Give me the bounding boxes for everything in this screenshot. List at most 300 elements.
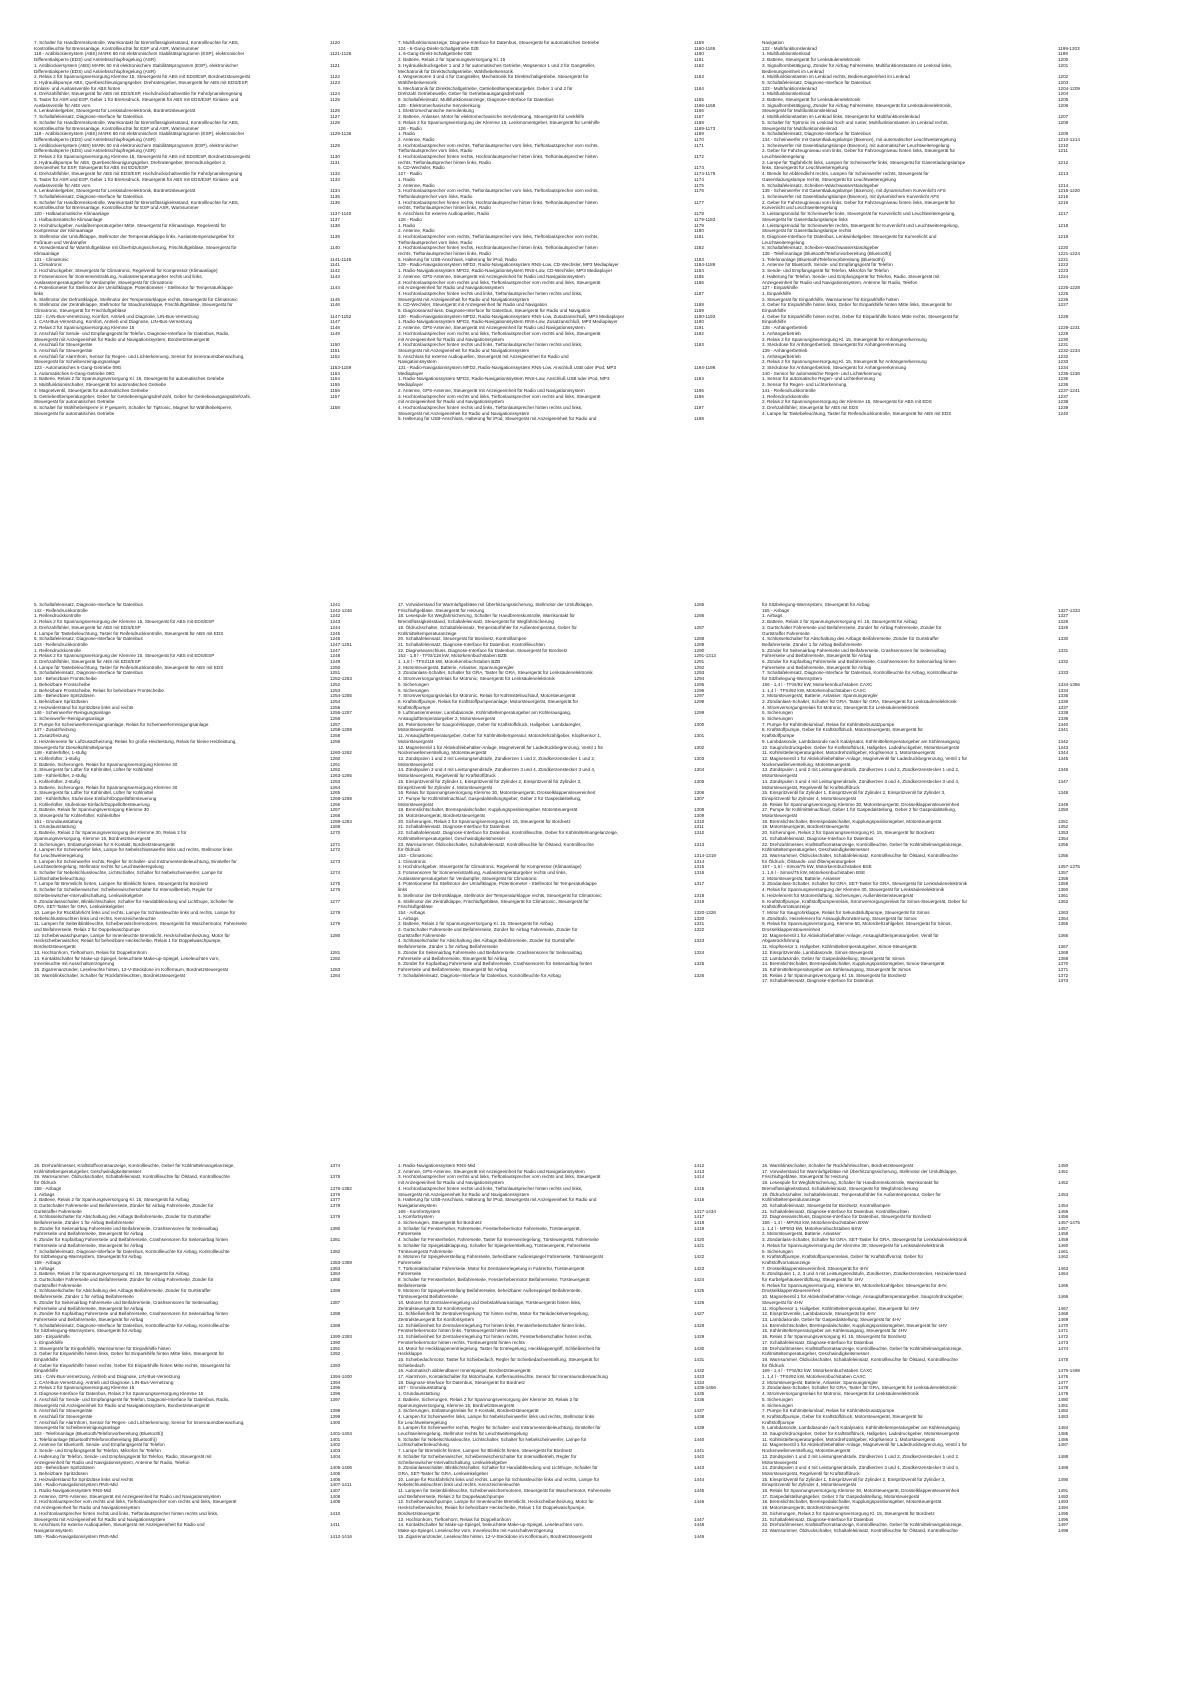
index-entry-text: 1. Multifunktionslenkrad <box>762 51 811 57</box>
index-entry-page: 1423 <box>694 1265 705 1271</box>
index-entry-page: 1126 <box>330 108 340 114</box>
index-entry-page: 1236 <box>1058 382 1069 388</box>
index-entry-page: 1438 <box>694 1413 705 1419</box>
index-entry-text: 11. Ansauglufttemperaturgeber, Geber für Kühlmitteltemperatur, Motordrehzahlgeber, Klopfsensor 1, <box>398 733 602 739</box>
index-entry-page: 1249 <box>330 659 341 665</box>
index-entry-text: 17. Schaltafeleinsatz, Diagnose-Interface für Datenbus <box>762 1339 874 1345</box>
index-entry-text: Mediaplayer <box>398 370 424 376</box>
index-entry-page: 1229 <box>1058 330 1069 336</box>
index-entry-text: Steuergerät für Multifunktionslenkrad <box>762 108 838 114</box>
index-entry-text: 4. Geber für Einparkhilfe hinten rechts, Geber für Einparkhilfe hinten Mitte rechts, Steuergerät für <box>762 313 959 319</box>
index-entry-text: 5. Taster für ASR und ESP, Geber 1 für Bremsdruck, Steuergerät für ABS mit EDS/ESP, Einlass- und <box>34 97 239 103</box>
index-entry-page: 1247 <box>330 647 341 653</box>
index-entry-text: rechts, Tieftonlautsprecher hinten links, Radio <box>398 205 491 211</box>
index-entry-text: Nockenwellenverstellung, Motorsteuergerät <box>762 1448 851 1454</box>
index-entry-text: Heckscheibenwischer, Relais für beheizbare Heckscheibe, Relais 1 für Doppelwaschpumpe, <box>34 938 222 944</box>
index-entry-page: 1287 <box>694 624 705 630</box>
index-entry-text: 5. Zünder für Seitenairbag Fahrerseite und Beifahrerseite, Crashsensoren für Seitenairbag <box>34 1225 218 1231</box>
index-entry-page: 1291-1313 <box>694 653 716 659</box>
index-entry-text: Steuergerät mit Anzeigeeinheit für Radio und Navigationssystem <box>398 347 530 353</box>
index-entry-text: 5. Halterung für USB-Anschluss, Halterung für iPod, Steuergerät mit Anzeigeeinheit für Radio und <box>398 416 597 422</box>
index-entry-page: 1314-1319 <box>694 852 716 858</box>
index-entry-page: 1436 <box>694 1396 705 1402</box>
index-entry-text: 22. Drehzahlmesser, Kraftstoffvorratsanzeige, Kontrollleuchte, Geber für Kühlmittelmangelanzeige, <box>762 1522 963 1528</box>
index-entry-text: Bremsflüssigkeitsstand, Schaltafeleinsatz, Steuergerät für Wegfahrsicherung <box>398 619 554 625</box>
index-entry <box>34 411 368 417</box>
index-entry-page: 1258 <box>330 733 341 739</box>
index-entry-text: Motorsteuergerät <box>398 761 433 767</box>
index-column-middle <box>398 1163 732 1691</box>
index-entry-page: 1398 <box>330 1408 341 1414</box>
index-entry-text: 6. Schalter für Nebelschlussleuchte, Lichtschalter, Schalter für Nebelscheinwerfer, Lampe für <box>34 870 223 876</box>
index-entry-text: 4. Schlüsselschalter für Abschaltung des Airbags Beifahrerseite, Zünder für Gurtstraffer <box>398 938 575 944</box>
index-entry-text: GRA, SET-Taster für GRA, Lenkwinkelgeber <box>398 1470 489 1476</box>
index-entry-text: 4. Anschluß für Steuergeräte <box>34 342 93 348</box>
index-entry-text: 1. Radio-Navigationssystem MFD2, Radio-Navigationssystem RNS-Low, Anschluß USB oder iPod, MP3 <box>398 376 610 382</box>
index-entry-text: 5. Zünder für Seitenairbag Fahrerseite und Beifahrerseite, Crashsensoren für Seitenairbag <box>34 1299 218 1305</box>
index-entry-text: 136 - Telefonanlage (Bluetooth/Telefonvorbereitung (Bluetooth)) <box>762 251 892 257</box>
index-entry-text: 3. Geber für Einparkhilfe hinten links, Geber für Einparkhilfe hinten Mitte links, Steuergerät für <box>34 1351 224 1357</box>
index-entry-page: 1193 <box>694 342 704 348</box>
index-entry-page: 1127 <box>330 114 340 120</box>
index-entry-text: 1. 1,6 l - Simos/75 kW, Motorkennbuchstaben BSE <box>762 870 866 876</box>
index-entry-text: 1. Anhängerbetrieb <box>762 330 801 336</box>
index-entry-text: Gurtstraffer Fahrerseite <box>398 932 446 938</box>
index-entry-text: 1. Kühlerlüfter, 1-stufig <box>34 755 80 761</box>
index-entry-text: 19. Motorsteuergerät, Bordnetzsteuergerät <box>762 1505 849 1511</box>
index-entry-page: 1373 <box>1058 978 1069 984</box>
index-entry-page: 1185 <box>694 273 704 279</box>
index-entry-text: 3. Signalhornbetätigung, Zünder für Airbag Fahrerseite, Steuergerät für Lenksäulenelektronik, <box>762 102 952 108</box>
index-entry-page: 1310 <box>694 818 705 824</box>
index-entry-page: 1203 <box>1058 79 1069 85</box>
index-entry-page: 1160 <box>694 51 704 57</box>
index-entry-page: 1218 <box>1058 222 1069 228</box>
index-entry-text: 5. Anschluß für Steuergeräte <box>34 1408 93 1414</box>
index-entry-text: 164 - Radio-Navigationssystem RNS-Mid <box>34 1482 118 1488</box>
index-entry-page: 1195 <box>694 387 704 393</box>
index-entry-text: 20. Sicherungen, Relais 2 für Spannungsversorgung Kl. 15, Steuergerät für Bordnetz <box>762 830 935 836</box>
index-entry-text: 5. Anschluss für externe Audioquellen, Steuergerät mit Anzeigeeinheit für Radio und <box>34 1522 205 1528</box>
index-entry-text: 1. Airbags <box>34 1265 55 1271</box>
index-entry-text: 12. Magnetventil 1 für Aktivkohlebehälter-Anlage, Magnetventil für Ladedruckbegrenzung, Ventil 1 für <box>398 744 604 750</box>
index-entry-text: Gurtstraffer Fahrerseite <box>762 630 810 636</box>
index-entry-text: 147 - Zusatzheizung <box>34 727 76 733</box>
index-entry-text: Fahrerseite und Beifahrerseite, Steuergerät für Airbag <box>398 955 508 961</box>
index-entry-text: Motorsteuergerät <box>762 813 797 819</box>
index-entry-page: 1166 <box>694 108 704 114</box>
index-entry-text: 7. Schaltafeleinsatz, Diagnose-Interface für Datenbus <box>34 193 143 199</box>
index-entry-text: 2. Motorsteuergerät, Batterie, Anlasser <box>762 1231 841 1237</box>
index-entry-page: 1387 <box>330 1299 341 1305</box>
index-entry-page: 1452 <box>1058 1180 1069 1186</box>
index-entry-page: 1256 <box>330 716 341 722</box>
index-entry-text: 18. Bremslichtschalter, Bremspedalschalter, Kupplungspositionsgeber, Motorsteuergerät <box>762 818 942 824</box>
index-entry-page: 1297 <box>694 693 705 699</box>
index-entry-text: 7. Drosselklappensteuereinheit, Steuergerät für 4HV <box>762 1265 869 1271</box>
index-entry-text: Nockenwellenverstellung, Motorsteuergerät <box>398 750 487 756</box>
index-entry-text: 2. Batterie, Relais 2 für Spannungsversorgung Kl. 15 <box>398 57 506 63</box>
index-entry-page: 1342 <box>1058 738 1069 744</box>
index-entry-text: Motorsteuergerät <box>762 1459 797 1465</box>
index-entry-page: 1351 <box>1058 818 1069 824</box>
index-entry-text: 4. Magnetventil, Steuergerät für automatisches Getriebe <box>34 387 149 393</box>
index-entry-text: 156 - 1,4 l - TFSI/92 kW, Motorkennbuchstaben CAXC <box>762 681 873 687</box>
index-entry-text: Motorsteuergerät <box>398 801 433 807</box>
index-entry-text: 1. Radio-Navigationssystem RNS-Mid <box>398 1163 476 1168</box>
index-entry-text: 2. Antenne, GPS-Antenne, Steuergerät mit Anzeigeeinheit für Radio und Navigationssystem <box>398 1168 585 1174</box>
index-entry-text: Servoeinheit für ESP, Steuergerät für ABS mit EDS/ESP <box>34 165 149 171</box>
index-entry-text: 146 - Scheinwerfer-Reinigungsanlage <box>34 710 111 716</box>
index-entry-text: 6. Stellmotor der Zentralklappe, Stellmotor für Staudruckklappe, Frischluftgebläse, Steuergerät für <box>34 302 233 308</box>
index-entry-text: 17. Pumpe für Kühlmittelnachlauf, Gaspedalstellungsgeber, Geber 2 für Gaspedalstellung, <box>398 795 582 801</box>
index-entry-page: 1212 <box>1058 159 1069 165</box>
index-entry-page: 1176 <box>694 188 704 194</box>
index-entry-text: Kühlmitteltemperaturgeber, Geschwindigkeitsmesser <box>398 835 506 841</box>
index-entry-text: 2. Motorsteuergerät, Batterie, Anlasser <box>762 875 841 881</box>
index-entry-page: 1129-1136 <box>330 131 352 137</box>
index-column-middle <box>398 602 732 1130</box>
index-entry-page: 1142 <box>330 268 340 274</box>
index-entry-text: 154 - Airbags <box>398 909 426 915</box>
index-entry-text: 5. Lampen für Scheinwerfer rechts, Regler für Schalter- und Instrumentenbeleuchtung, Einsteller für <box>34 858 237 864</box>
index-entry-page: 1488 <box>1058 1453 1069 1459</box>
index-entry-page: 1462 <box>1058 1254 1069 1260</box>
index-entry-text: 3. Anschluß für Sende- und Empfangsgerät für Telefon, Diagnose-Interface für Datenbus, Radio, <box>34 330 230 336</box>
index-entry-text: 7. Lampe für Bremslicht hinten, Lampen für Blinklicht hinten, Steuergerät für Bordnetz <box>34 881 209 887</box>
index-entry-page: 1432 <box>694 1368 705 1374</box>
index-entry-text: 5. Stellmotor der Defrostklappe, Stellmotor der Temperaturklappe rechts, Steuergerät für Climatronic <box>398 892 602 898</box>
index-entry-page: 1466 <box>1058 1294 1069 1300</box>
index-entry-text: 17. Vorwiderstand für Warmluftgebläse mit Überhitzungssicherung, Stellmotor der Umluftklappe, <box>762 1168 958 1174</box>
index-entry-text: 3. Steuergerät für Kühlerlüfter, Kühlerlüfter <box>34 813 121 819</box>
index-entry-page: 1397 <box>330 1396 341 1402</box>
index-entry-text: 1. 1,8 l - TFSI/118 kW, Motorkennbuchstaben BZB <box>398 659 501 665</box>
index-entry-page: 1413 <box>694 1168 705 1174</box>
index-entry-text: Heckklappe <box>398 1351 423 1357</box>
index-entry-text: 13. Hochtonhorn, Tieftonhorn, Relais für Doppeltonhorn <box>398 1516 511 1522</box>
index-entry-text: 4. Geber für Einparkhilfe hinten rechts, Geber für Einparkhilfe hinten Mitte rechts, Steuergerät für <box>34 1362 231 1368</box>
index-entry-text: 5. CD-Wechsler, Radio <box>398 165 445 171</box>
index-entry-page: 1292 <box>694 664 705 670</box>
index-entry-page: 1215 <box>1058 193 1069 199</box>
index-entry-page: 1443 <box>694 1465 705 1471</box>
index-entry-text: 16. Relais für Spannungsversorgung Klemme 30, Motorsteuergerät, Drosselklappensteuereinheit <box>398 790 596 796</box>
index-entry-text: 1. Kühlerlüfter, Stufenlose Einfach/Doppellüftersteuerung <box>34 801 150 807</box>
index-entry-page: 1401 <box>330 1436 341 1442</box>
index-entry-page: 1375 <box>330 1174 341 1180</box>
index-entry-page: 1337 <box>1058 704 1069 710</box>
index-entry-text: 15. Einspritzventil für Zylinder 1, Einspritzventil für Zylinder 2, Einspritzventil für Zylinder 3, <box>762 1476 946 1482</box>
index-entry-text: für Leuchtweiteregelung <box>34 852 84 858</box>
index-entry-page: 1200 <box>1058 57 1069 63</box>
index-entry-text: 5. Sicherungen <box>762 1248 793 1254</box>
index-entry-text: 165 - Radio-Navigationssystem RNS-Mid <box>34 1533 118 1539</box>
index-entry-page: 1201 <box>1058 62 1069 68</box>
index-entry-page: 1232 <box>1058 353 1069 359</box>
index-column-middle <box>398 40 732 568</box>
index-entry-text: Kühlmitteltemperaturgeber, Geschwindigkeitsmesser <box>762 1351 870 1357</box>
index-entry-text: Fahrerseite und Beifahrerseite, Steuergerät für Airbag <box>34 1231 144 1237</box>
index-entry-text: links, Steuergerät für Leuchtweiteregelung <box>762 165 849 171</box>
index-entry-page: 1331 <box>1058 647 1069 653</box>
index-entry-page: 1454 <box>1058 1202 1069 1208</box>
index-entry-text: Fahrerseite <box>398 1259 422 1265</box>
index-entry-page: 1224 <box>1058 273 1069 279</box>
index-entry-text: 13. Zündspulen 1 und 2 mit Leistungsendstufe, Zündkerzen 1 und 2, Zündkerzenstecker 1 und 2, <box>762 767 960 773</box>
index-entry-text: Mediaplayer <box>398 382 424 388</box>
index-entry-page: 1386 <box>330 1288 341 1294</box>
index-entry-page: 1459 <box>1058 1237 1069 1243</box>
index-entry-text: 21. Schaltafeleinsatz, Diagnose-Interface für Datenbus <box>762 1516 874 1522</box>
index-entry-page: 1467 <box>1058 1305 1069 1311</box>
index-entry-text: Fensterhebermotor hinten links, Türsteuergerät hinten links <box>398 1328 519 1334</box>
index-entry-page: 1150 <box>330 342 340 348</box>
index-entry-text: 2. Antenne für Bluetooth, Sende- und Empfangsgerät für Telefon <box>34 1442 165 1448</box>
index-entry-text: 157 - 1,6 l - Simos/75 kW, Motorkennbuchstaben BSE <box>762 864 872 870</box>
index-entry-text: Einspritzventil für Zylinder 4, Motorsteuergerät <box>762 795 856 801</box>
index-entry-text: 4. Stromversorgungsrelais für Motronic, Steuergerät für Lenksäulenelektronik <box>398 676 555 682</box>
index-entry-text: 5. Schaltafeleinsatz, Diagnose-Interface für Datenbus <box>762 79 871 85</box>
index-entry-text: 2. Relais 2 für Spannungsversorgung Kl. 15, Steuergerät für Anhängererkennung <box>762 336 927 342</box>
index-entry-text: 155 - Airbags <box>762 607 790 613</box>
index-entry-page: 1269-1284 <box>330 818 352 824</box>
index-entry-text: 2. Hochdruckgeber, Auslaßtemperaturgeber Mitte, Steuergerät für Klimaanlage, Regelventil für <box>34 222 227 228</box>
index-entry-text: Steuergerät für Gasentladungslampe rechts <box>762 228 852 234</box>
index-entry-page: 1390-1393 <box>330 1334 352 1340</box>
index-entry-text: 2. Motorsteuergerät, Batterie, Anlasser, Spannungsregler <box>398 664 514 670</box>
index-entry-page: 1147 <box>330 319 340 325</box>
index-entry-text: 21. Schaltafeleinsatz, Diagnose-Interface für Datenbus <box>398 824 510 830</box>
index-entry-page: 1477 <box>1058 1379 1069 1385</box>
index-entry-page: 1385 <box>330 1277 341 1283</box>
index-entry-text: Fahrerseite und Beifahrerseite, Steuergerät für Airbag <box>398 967 508 972</box>
index-entry-text: Motorsteuergerät <box>398 738 433 744</box>
index-entry-text: 144 - Beheizbare Frontscheibe <box>34 676 97 682</box>
index-entry-page: 1248 <box>330 653 341 659</box>
index-entry-page: 1450 <box>1058 1163 1069 1168</box>
index-entry <box>762 411 1096 417</box>
index-entry-text: Kontrollleuchte für Bremsanlage, Kontrollleuchte für ESP und ASR, Warnsummer <box>34 45 199 51</box>
index-entry-text: 19. Motorsteuergerät, Bordnetzsteuergerät <box>762 824 849 830</box>
index-entry-text: 1. Scheinwerfer mit Gasentladungslampe (Bixenon), mit automatischer Leuchtweiteregelung <box>762 142 950 148</box>
index-entry-page: 1326 <box>694 972 705 978</box>
index-entry-text: 1. Radio <box>398 176 416 182</box>
index-entry-text: 4. Hochtonlautsprecher hinten rechts und links, Tieftonlautsprecher hinten rechts und links, <box>34 1510 219 1516</box>
index-entry-page: 1380 <box>330 1225 341 1231</box>
index-entry-page: 1194 <box>694 376 704 382</box>
index-entry-page: 1441 <box>694 1448 705 1454</box>
index-entry-text: 11. Klopfsensor 1, Hallgeber, Kühlmitteltemperaturgeber, Simos-Steuergerät <box>762 944 917 950</box>
index-entry-page: 1162 <box>694 62 704 68</box>
index-entry-text: 4. Leistungsmodul für Scheinwerfer rechts, Steuergerät für Kurvenlicht und Leuchtweiteregelung, <box>762 222 959 228</box>
index-entry-page: 1470 <box>1058 1322 1069 1328</box>
index-entry-page: 1239 <box>1058 405 1069 410</box>
index-entry-text: 17. Schaltafeleinsatz, Diagnose-Interface für Datenbus <box>762 978 874 984</box>
index-entry-text: 131 - Radio-Navigationssystem MFD2, Radio-Navigationssystem RNS-Low, Anschluß USB oder iPod, MP3 <box>398 365 617 371</box>
index-entry-text: Einparkhilfe <box>762 308 787 314</box>
index-entry-page: 1120 <box>330 40 340 45</box>
index-entry-page: 1279 <box>330 921 341 927</box>
index-entry-page: 1350 <box>1058 807 1069 813</box>
index-entry-text: 5. Schalter für Tiptronic im Lenkrad hoch und runter, Multifunktionstasten im Lenkrad rechts, <box>762 119 949 125</box>
index-entry-text: Lichtschalterbeleuchtung <box>398 1442 449 1448</box>
index-entry-page: 1225-1228 <box>1058 285 1080 291</box>
index-entry-text: Climatronic, Steuergerät für Frischluftgebläse <box>34 308 127 314</box>
index-entry-text: 1. Airbags <box>34 1191 55 1197</box>
index-entry-text: 6. Lenkwinkelgeber, Steuergerät für Lenksäulenelektronik, Bordnetzsteuergerät <box>34 188 196 194</box>
index-entry-page: 1182 <box>694 245 704 251</box>
index-entry-text: Steuergerät für Scheibenreinigungsanlage <box>34 359 121 365</box>
index-entry-text: 4. Relais für Spannungsversorgung der Klemme 30, Steuergerät für Lenksäulenelektronik <box>762 1242 945 1248</box>
index-entry-page: 1343 <box>1058 744 1069 750</box>
index-entry-page: 1395 <box>330 1385 341 1391</box>
index-entry-text: Bedienungseinheit im Lenkrad <box>762 68 824 74</box>
index-entry-text: Wählhebelsensorik <box>398 79 437 85</box>
index-entry-page: 1491 <box>1058 1488 1069 1494</box>
index-entry-page: 1141 <box>330 262 340 268</box>
index-entry-text: 2. Batterie, Relais 2 für Spannungsversorgung Kl. 15, Steuergerät für Airbag <box>34 1271 189 1277</box>
index-entry-page: 1128 <box>330 119 340 125</box>
index-entry-text: 1. Climatronic <box>398 858 427 864</box>
index-entry-text: 1. Radio-Navigationssystem RNS-Mid <box>34 1488 112 1494</box>
index-entry-text: Motorsteuergerät, Regelventil für Kraftstoffdruck <box>762 1470 860 1476</box>
index-entry-page: 1296 <box>694 687 705 693</box>
index-entry-page: 1378 <box>330 1202 341 1208</box>
index-entry-page: 1154 <box>330 376 340 382</box>
index-entry-text: Einparkhilfe <box>34 1356 59 1362</box>
index-entry-page: 1273 <box>330 858 341 864</box>
index-entry-page: 1122 <box>330 74 340 80</box>
index-entry-text: 3. Zündanlass-Schalter, Schalter für GRA, Taster für GRA, Steuergerät für Lenksäulenelektronik <box>398 670 593 676</box>
index-entry-page: 1284 <box>330 972 341 978</box>
index-entry-text: 1. Reifendruckkontrolle <box>34 647 81 653</box>
index-entry-text: Fahrerseite und Beifahrerseite, Steuergerät für Airbag <box>34 1305 144 1311</box>
index-entry-text: 14. Kontaktschalter für Make-up-Spiegel, beleuchtete Make-up-Spiegel, Leseleuchten vorn, <box>398 1522 584 1528</box>
index-entry-text: mit Anzeigeeinheit für Radio und Navigationssystem <box>398 1180 504 1186</box>
index-entry-page: 1412 <box>694 1163 705 1168</box>
index-entry-text: 13. Hochtonhorn, Tieftonhorn, Relais für Doppeltonhorn <box>34 949 147 955</box>
index-entry-text: 22. Diagnoseanschluss, Diagnose-Interface für Datenbus, Steuergerät für Bordnetz <box>398 647 568 653</box>
index-entry-page: 1453 <box>1058 1191 1069 1197</box>
index-entry <box>34 973 368 979</box>
index-entry-text: 9. Zündanlassschalter, Blinklichtschalter, Schalter für Handabblendung und Lichthupe, Schalter für <box>398 1465 598 1471</box>
index-entry-page: 1417-1434 <box>694 1208 716 1214</box>
index-entry-page: 1227 <box>1058 302 1069 308</box>
index-entry-page: 1474 <box>1058 1345 1069 1351</box>
index-entry-page: 1346 <box>1058 767 1069 773</box>
index-entry-page: 1259 <box>330 738 341 744</box>
index-entry-page: 1190-1193 <box>694 313 716 319</box>
index-entry-text: 6. Anschluß für Alarmhorn, Sensor für Regen- und Lichterkennung, Sensor für Innenraumüberwachung, <box>34 353 245 359</box>
index-entry-text: 128 - Radio <box>398 216 422 222</box>
index-entry-text: 2. Batterie, Relais 2 für Spannungsversorgung Kl. 15, Steuergerät für Airbag <box>34 1197 189 1203</box>
index-entry-page: 1255 <box>330 704 341 710</box>
index-entry-text: Frischluftgebläse, Steuergerät für Heizung <box>398 607 485 613</box>
index-entry-text: Lichtschalterbeleuchtung <box>34 875 85 881</box>
index-entry-text: 2. Batterie, Relais 2 für Spannungsversorgung Kl. 15, Steuergerät für Airbag <box>762 619 917 625</box>
index-entry-page: 1456 <box>1058 1214 1069 1220</box>
index-entry-page: 1341 <box>1058 727 1069 733</box>
index-entry-page: 1202 <box>1058 74 1069 80</box>
index-entry-page: 1381 <box>330 1237 341 1243</box>
index-entry-text: Nockenwellenverstellung, Motorsteuergerät <box>762 761 851 767</box>
index-entry-page: 1286 <box>694 613 705 619</box>
index-entry-text: für Öldruck, Ölstands- und Öltemperaturgeber <box>762 858 856 864</box>
index-entry-page: 1480 <box>1058 1396 1069 1402</box>
index-entry-text: Einlass- und Auslassventile für ABS hinten <box>34 85 121 91</box>
index-entry-text: 15. Zigarrenanzünder, Leseleuchte hinten, 12-V-Steckdose im Kofferraum, Bordnetzsteuergerät <box>398 1533 592 1539</box>
index-entry-page: 1153 <box>330 370 340 376</box>
index-entry-text: 5. Sicherungen <box>762 710 793 716</box>
index-entry-text: 3. Fotosensoren für Sonneneinstrahlung, Auslasstemperaturgeber rechts und links, <box>398 870 567 876</box>
index-entry-text: Türsteuergerät Fahrerseite <box>398 1248 453 1254</box>
index-entry-text: 1. Climatronic <box>34 262 63 268</box>
index-entry-text: 13. Zündspulen 1 und 2 mit Leistungsendstufe, Zündkerzen 1 und 2, Zündkerzenstecker 1 und 2, <box>398 755 596 761</box>
index-entry-text: Drosselklappensteuereinheit <box>762 927 820 933</box>
index-entry-page: 1229-1231 <box>1058 325 1080 331</box>
index-entry-text: 5. Halterung für USB-Anschluss, Halterung für iPod, Radio <box>398 256 517 262</box>
index-entry-text: 1. Radio-Navigationssystem MFD2, Radio-Navigationssystem RNS-Low, Zusatzanschluß, MP3 Mediaplayer <box>398 319 618 325</box>
index-entry-text: 11. Kühlmitteltemperaturgeber, Motordrehzahlgeber, Klopfsensor 1, Motorsteuergerät <box>762 1436 935 1442</box>
index-entry-page: 1313 <box>694 841 705 847</box>
index-entry-page: 1138 <box>330 222 340 228</box>
index-entry-page: 1184-1189 <box>694 262 716 268</box>
index-page-3 <box>0 1163 1190 1691</box>
index-entry-text: 15. Einspritzventil für Zylinder 1, Einspritzventil für Zylinder 2, Einspritzventil für Zylinder 3, <box>762 790 946 796</box>
index-entry-page: 1281 <box>330 949 341 955</box>
index-entry-page: 1263-1265 <box>330 773 352 779</box>
index-entry-page: 1393 <box>330 1362 341 1368</box>
index-entry-text: 4. Anschluß für Sende- und Empfangsgerät für Telefon, Diagnose-Interface für Datenbus, Radio, <box>34 1396 230 1402</box>
index-entry-page: 1494 <box>1058 1505 1069 1511</box>
index-entry-text: Fahrerseite und Beifahrerseite, Steuergerät für Airbag <box>34 1316 144 1322</box>
index-entry-text: 14. Zündspulen 3 und 4 mit Leistungsendstufe, Zündkerzen 3 und 4, Zündkerzenstecker 3 und 4, <box>762 778 960 784</box>
index-entry-page: 1237-1241 <box>1058 387 1080 393</box>
index-entry-text: 5. Schaltafeleinsatz, Diagnose-Interface für Datenbus <box>34 636 143 642</box>
index-entry-text: 5. Schaltafeleinsatz, Diagnose-Interface für Datenbus <box>34 670 143 676</box>
index-entry-text: 2. Batterie, Relais 2 für Spannungsversorgung der Klemme 30, Relais 2 für <box>34 830 187 836</box>
index-entry-page: 1407 <box>330 1488 341 1494</box>
index-entry-page: 1473 <box>1058 1339 1069 1345</box>
index-entry-text: 2. Batterie, Sicherungen, Relais 2 für Spannungsversorgung der Klemme 30, Relais 2 für <box>398 1396 579 1402</box>
index-entry-page: 1205 <box>1058 97 1069 103</box>
index-entry-page: 1411 <box>330 1522 340 1528</box>
index-entry-text: 19. Warnsummer, Öldruckschalter, Schaltafeleinsatz, Kontrollleuchte für Ölstand, Kontrollleuchte <box>34 1174 230 1180</box>
index-entry-page: 1433 <box>694 1374 705 1380</box>
index-entry-text: Frischluftgebläse <box>398 904 433 910</box>
index-entry-page: 1317 <box>694 881 705 887</box>
index-entry-text: Motorsteuergerät <box>398 727 433 733</box>
index-entry-page: 1133 <box>330 176 340 182</box>
index-entry-text: 6. Zünder für Kopfairbag Fahrerseite und Beifahrerseite, Crashsensoren für Seitenairbag hinten <box>34 1311 229 1317</box>
index-entry-page: 1252 <box>330 681 341 687</box>
index-entry-text: für Sitzbelegung-Warnsystem <box>762 676 823 682</box>
index-entry-page: 1244 <box>330 624 341 630</box>
index-entry-text: 19. Öldruckschalter, Schaltafeleinsatz, Temperaturfühler für Außentemperatur, Geber für <box>398 624 577 630</box>
index-entry-text: 18. Lesespule für Wegfahrsicherung, Schalter für Handbremskontrolle, Warnkontakt für <box>762 1180 939 1186</box>
index-entry-page: 1264 <box>330 784 341 790</box>
index-entry-text: 15. Schiebedachmotor, Taster für Schiebedach, Regler für Schiebedachverstellung, Steuergerät für <box>398 1356 600 1362</box>
index-entry-page: 1172 <box>694 154 704 160</box>
index-entry-text: 6. Stellmotor der Zentralklappe, Frischluftgebläse, Steuergerät für Climatronic, Steuergerät für <box>398 898 589 904</box>
index-entry-text: Ansauglufttemperaturgeber 2, Motorsteuergerät <box>398 716 496 722</box>
index-entry-page: 1451 <box>1058 1168 1069 1174</box>
index-entry-text: 9. Lambdasonde, Lambdasonde nach Katalysator, Kühlmitteltemperaturgeber am Kühlerausgang <box>762 738 960 744</box>
index-entry-page: 1174-1178 <box>694 171 716 177</box>
index-entry-text: 3. Hydraulikpumpe für ABS, Querbeschleunigungsgeber, Drehratengeber, Bremsdruckgeber 2, <box>34 159 227 165</box>
index-entry-page: 1322 <box>694 927 705 933</box>
